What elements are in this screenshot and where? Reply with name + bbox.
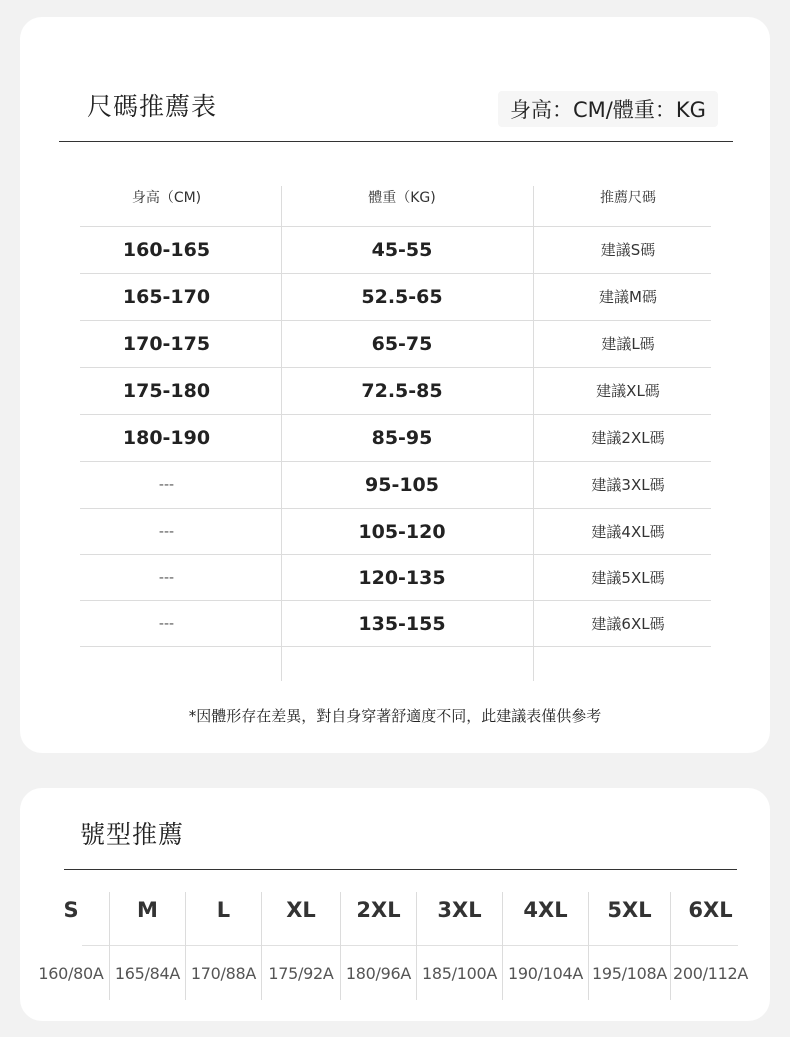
row-weight: 95-105 (365, 474, 439, 496)
table-row (80, 273, 711, 319)
row-height: 165-170 (122, 286, 211, 308)
row-size: 建議M碼 (599, 288, 657, 306)
row-height: 170-175 (122, 333, 211, 355)
title-divider (59, 141, 733, 142)
table-row (80, 367, 711, 413)
row-size: 建議L碼 (601, 335, 655, 353)
size-code-card (20, 788, 770, 1021)
row-height: --- (158, 524, 175, 540)
disclaimer-note: *因體形存在差異，對自身穿著舒適度不同，此建議表僅供參考 (188, 707, 602, 725)
size-code-cell (416, 892, 502, 1000)
size-code-spec: 165/84A (114, 964, 181, 983)
row-weight: 65-75 (371, 333, 433, 355)
row-size: 建議2XL碼 (591, 429, 665, 447)
row-height: --- (158, 570, 175, 586)
size-code-cell (340, 892, 416, 1000)
size-code-label: M (137, 898, 158, 922)
size-code-cell (261, 892, 340, 1000)
row-size: 建議XL碼 (596, 382, 660, 400)
table-row (80, 320, 711, 366)
size-code-cell (109, 892, 185, 1000)
row-size: 建議5XL碼 (591, 569, 665, 587)
header-weight: 體重（KG) (368, 190, 436, 206)
size-code-label: 5XL (607, 898, 652, 922)
size-code-label: 4XL (523, 898, 568, 922)
row-height: 180-190 (122, 427, 211, 449)
table-bottom-divider (80, 646, 711, 647)
row-weight: 135-155 (358, 613, 446, 635)
row-height: --- (158, 477, 175, 493)
units-label: 身高：CM/體重：KG (498, 91, 718, 127)
row-size: 建議S碼 (600, 241, 656, 259)
row-size: 建議4XL碼 (591, 523, 665, 541)
table-header-row (80, 186, 711, 226)
row-weight: 85-95 (371, 427, 433, 449)
row-weight: 45-55 (371, 239, 433, 261)
size-code-spec: 190/104A (507, 964, 583, 983)
size-code-cell (38, 892, 104, 1000)
size-code-cell (588, 892, 670, 1000)
size-code-spec: 170/88A (190, 964, 257, 983)
size-code-label: XL (286, 898, 316, 922)
size-code-label: L (216, 898, 231, 922)
size-code-cell (502, 892, 588, 1000)
header-height: 身高（CM) (131, 190, 202, 206)
row-weight: 52.5-65 (361, 286, 443, 308)
size-code-spec: 195/108A (591, 964, 667, 983)
table-row (80, 600, 711, 646)
row-weight: 105-120 (358, 521, 446, 543)
size-code-spec: 175/92A (268, 964, 334, 983)
row-weight: 120-135 (358, 567, 446, 589)
size-code-label: S (63, 898, 79, 922)
size-chart-card (20, 17, 770, 753)
table-row (80, 226, 711, 272)
size-code-label: 3XL (437, 898, 482, 922)
header-size: 推薦尺碼 (600, 190, 656, 206)
row-weight: 72.5-85 (361, 380, 443, 402)
size-chart-title: 尺碼推薦表 (87, 92, 218, 121)
size-code-cell (185, 892, 261, 1000)
row-size: 建議3XL碼 (591, 476, 665, 494)
table-row (80, 414, 711, 460)
row-height: 175-180 (122, 380, 211, 402)
size-code-label: 2XL (356, 898, 401, 922)
title-divider (64, 869, 737, 870)
size-code-spec: 185/100A (421, 964, 497, 983)
row-size: 建議6XL碼 (591, 615, 665, 633)
size-code-spec: 160/80A (38, 964, 104, 983)
row-height: --- (158, 616, 175, 632)
size-code-label: 6XL (688, 898, 733, 922)
table-row (80, 508, 711, 554)
size-code-title: 號型推薦 (80, 820, 185, 849)
size-code-cell (670, 892, 750, 1000)
table-row (80, 554, 711, 600)
row-height: 160-165 (122, 239, 211, 261)
size-code-spec: 180/96A (345, 964, 412, 983)
size-code-spec: 200/112A (672, 964, 748, 983)
table-row (80, 461, 711, 507)
